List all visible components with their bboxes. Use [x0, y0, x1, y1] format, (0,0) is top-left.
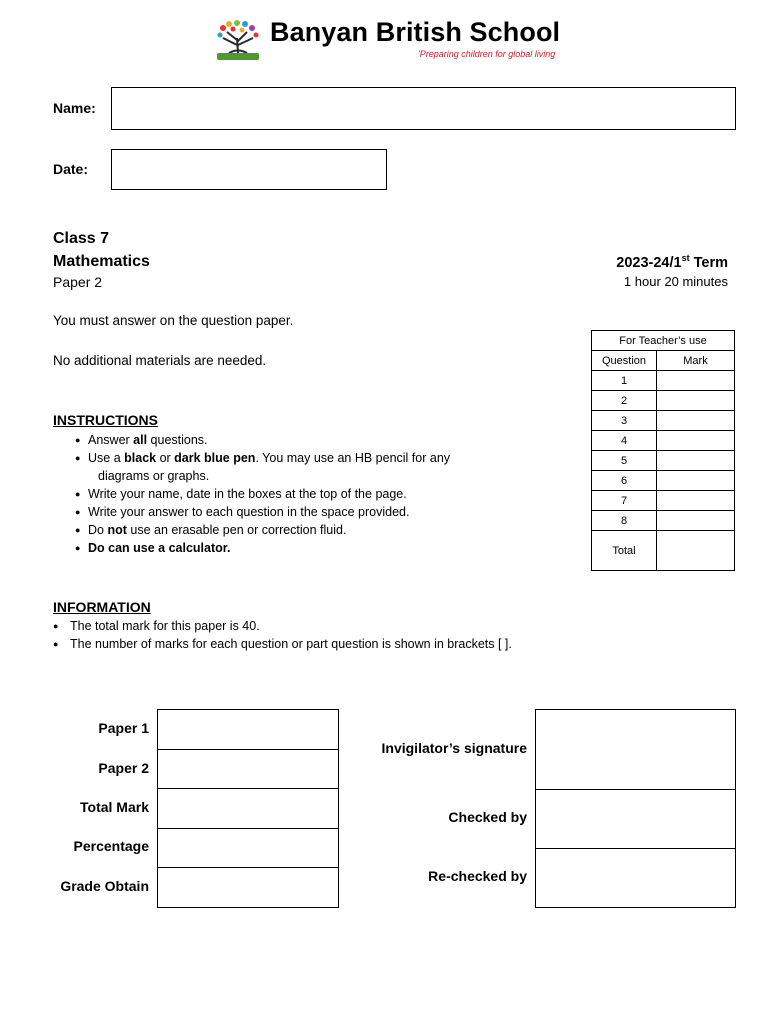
- mark-cell[interactable]: [657, 411, 735, 431]
- bullet-icon: ●: [53, 621, 59, 631]
- name-label: Name:: [53, 100, 96, 116]
- percentage-label: Percentage: [73, 838, 149, 854]
- date-label: Date:: [53, 161, 89, 177]
- term-ordinal: st: [681, 253, 690, 263]
- answer-note: You must answer on the question paper.: [53, 313, 294, 328]
- term-label: [560, 253, 728, 271]
- instruction-item: ● Write your name, date in the boxes at the top of the page.: [75, 487, 407, 501]
- percentage-cell[interactable]: [158, 828, 339, 868]
- name-field[interactable]: [111, 87, 736, 130]
- date-field[interactable]: [111, 149, 387, 190]
- information-list: [53, 617, 573, 653]
- term-word: Term: [689, 254, 728, 271]
- mark-cell[interactable]: [657, 431, 735, 451]
- question-number: 2: [592, 391, 657, 411]
- bullet-icon: ●: [75, 543, 81, 553]
- information-item: ● The total mark for this paper is 40.: [53, 619, 260, 633]
- instruction-item: ● Write your answer to each question in the space provided.: [75, 505, 410, 519]
- mark-cell[interactable]: [657, 491, 735, 511]
- rechecked-by-label: Re-checked by: [428, 868, 527, 884]
- instruction-item: ● Do not use an erasable pen or correction fluid.: [75, 523, 347, 537]
- paper2-mark-cell[interactable]: [158, 749, 339, 789]
- mark-cell[interactable]: [657, 371, 735, 391]
- signature-box: [535, 709, 736, 908]
- instruction-item: ● Answer all questions.: [75, 433, 208, 447]
- class-title: Class 7: [53, 230, 110, 247]
- mark-cell[interactable]: [657, 391, 735, 411]
- question-number: 6: [592, 471, 657, 491]
- materials-note: No additional materials are needed.: [53, 353, 267, 368]
- instructions-heading: INSTRUCTIONS: [53, 412, 158, 428]
- mark-cell[interactable]: [657, 471, 735, 491]
- bullet-icon: ●: [75, 489, 81, 499]
- marks-summary-table: [157, 709, 339, 908]
- subject-title: Mathematics: [53, 253, 150, 270]
- total-label: Total: [592, 531, 657, 571]
- mark-column-header: Mark: [657, 351, 735, 371]
- question-number: 4: [592, 431, 657, 451]
- question-number: 7: [592, 491, 657, 511]
- school-tagline: 'Preparing children for global living: [418, 49, 556, 59]
- banyan-tree-logo-icon: [213, 20, 263, 62]
- bullet-icon: ●: [75, 435, 81, 445]
- school-name: Banyan British School: [270, 17, 561, 47]
- bullet-icon: ●: [53, 639, 59, 649]
- paper-title: Paper 2: [53, 274, 103, 290]
- bullet-icon: ●: [75, 507, 81, 517]
- total-mark-label: Total Mark: [80, 799, 149, 815]
- checked-by-cell[interactable]: [536, 789, 735, 849]
- mark-cell[interactable]: [657, 511, 735, 531]
- duration-label: 1 hour 20 minutes: [623, 274, 728, 289]
- question-number: 3: [592, 411, 657, 431]
- invigilator-signature-cell[interactable]: [536, 710, 735, 790]
- paper1-label: Paper 1: [98, 720, 149, 736]
- bullet-icon: ●: [75, 525, 81, 535]
- mark-cell[interactable]: [657, 451, 735, 471]
- term-year: 2023-24/1: [616, 254, 682, 271]
- question-number: 8: [592, 511, 657, 531]
- grade-cell[interactable]: [158, 868, 339, 908]
- total-mark-cell[interactable]: [657, 531, 735, 571]
- paper2-label: Paper 2: [98, 760, 149, 776]
- invigilator-label: Invigilator’s signature: [381, 740, 527, 756]
- information-item: ● The number of marks for each question or part question is shown in brackets [ ].: [53, 637, 512, 651]
- bullet-icon: ●: [75, 453, 81, 463]
- paper1-mark-cell[interactable]: [158, 710, 339, 750]
- question-column-header: Question: [592, 351, 657, 371]
- grade-label: Grade Obtain: [60, 878, 149, 894]
- checked-by-label: Checked by: [448, 809, 527, 825]
- information-heading: INFORMATION: [53, 599, 151, 615]
- instruction-item: ● Use a black or dark blue pen. You may use an HB pencil for any diagrams or graphs.: [75, 451, 451, 483]
- teacher-use-table: [591, 330, 735, 571]
- total-mark-cell[interactable]: [158, 789, 339, 829]
- teacher-table-title: For Teacher’s use: [592, 331, 735, 351]
- question-number: 5: [592, 451, 657, 471]
- instructions-list: [53, 431, 493, 557]
- instruction-item: ● Do can use a calculator.: [75, 541, 231, 555]
- rechecked-by-cell[interactable]: [536, 849, 735, 907]
- question-number: 1: [592, 371, 657, 391]
